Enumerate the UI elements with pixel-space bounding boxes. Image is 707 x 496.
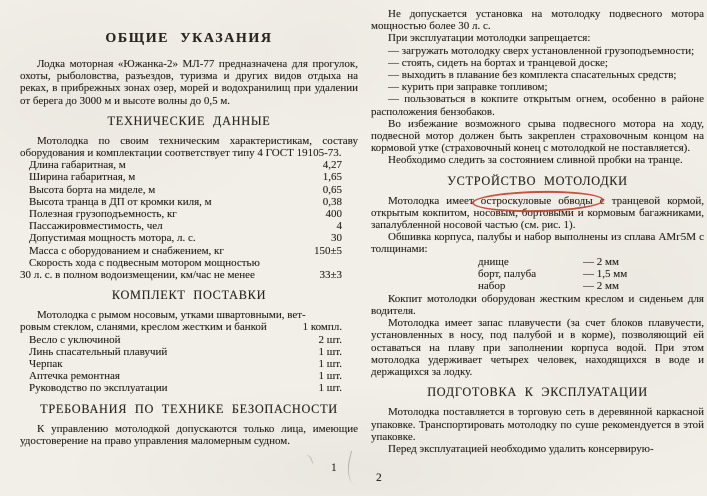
circled-text: остроскуловые обводы	[480, 194, 593, 207]
para-buoyancy: Мотолодка имеет запас плавучести (за счет блоков плавучести, установленных в носу, под палубой и в корме), позволяющий ей оставаться на плаву при заполнении корпуса водой. При этом мотолодка удерживает четырех человек, находящихся в воде и держащихся за лодку.	[371, 317, 704, 379]
manual-page-2	[371, 0, 704, 455]
structure-text-before: Мотолодка имеет	[388, 194, 481, 207]
kit-row-line: Линь спасательный плавучий 1 шт.	[29, 345, 342, 358]
kit-row-manual: Руководство по эксплуатации 1 шт.	[29, 382, 342, 395]
para-boat-structure	[371, 195, 704, 232]
structure-text-after: с транцевой кормой, открытым кокпитом, носовым, бортовыми и кормовым багажниками, запалубленной носовой частью (см. рис. 1).	[371, 194, 704, 232]
thickness-table	[371, 256, 704, 293]
crease-mark	[343, 451, 365, 486]
spec-row-mass: Масса с оборудованием и снабжением, кг 150±5	[29, 244, 342, 257]
kit-intro-item: Мотолодка с рымом носовым, утками швартовными, вет- ровым стеклом, сланями, креслом жестким и банкой 1 компл.	[20, 309, 342, 334]
para-before-use: Перед эксплуатацией необходимо удалить консервирую-	[388, 442, 654, 455]
page-number-2: 2	[376, 472, 382, 484]
kit-items-table	[20, 334, 358, 395]
forbidden-item-standing: — стоять, сидеть на бортах и транцевой доске;	[388, 56, 608, 69]
para-cockpit: Кокпит мотолодки оборудован жестким креслом и сиденьем для водителя.	[371, 292, 704, 318]
para-plating: Обшивка корпуса, палубы и набор выполнены из сплава АМг5М с толщинами:	[371, 231, 704, 256]
spec-row-transom-height: Высота транца в ДП от кромки киля, м 0,38	[29, 195, 342, 208]
kit-row-repair-kit: Аптечка ремонтная 1 шт.	[29, 370, 342, 383]
manual-page-1	[20, 0, 358, 447]
page-number-1: 1	[331, 462, 337, 474]
spec-row-length: Длина габаритная, м 4,27	[29, 159, 342, 172]
para-packaging: Мотолодка поставляется в торговую сеть в деревянной каркасной упаковке. Транспортировать мотолодку по суше рекомендуется в этой упаковке.	[371, 406, 704, 443]
thickness-row-bottom: днище — 2 мм	[478, 255, 619, 268]
para-drain-plug: Необходимо следить за состоянием сливной пробки на транце.	[388, 154, 683, 167]
heading-delivery-kit: КОМПЛЕКТ ПОСТАВКИ	[111, 288, 267, 303]
spec-row-width: Ширина габаритная, м 1,65	[29, 171, 342, 184]
heading-preparation: ПОДГОТОВКА К ЭКСПЛУАТАЦИИ	[427, 385, 648, 400]
heading-general-instructions: ОБЩИЕ УКАЗАНИЯ	[105, 31, 273, 46]
spec-row-passengers: Пассажировместимость, чел 4	[29, 220, 342, 233]
para-forbidden-intro: При эксплуатации мотолодки запрещается:	[388, 32, 591, 45]
heading-safety-requirements: ТРЕБОВАНИЯ ПО ТЕХНИКЕ БЕЗОПАСНОСТИ	[40, 401, 338, 416]
para-general-description: Лодка моторная «Южанка-2» МЛ-77 предназначена для прогулок, охоты, рыболовства, разъездов, туризма и других видов отдыха на реках, в прибрежных зонах озер, морей и водохранилищ при удалении от берега до 3000 м и высоте волны до 0,5 м.	[20, 58, 358, 107]
red-circle-annotation	[481, 195, 593, 207]
para-engine-limit: Не допускается установка на мотолодку подвесного мотора мощностью более 30 л. с.	[371, 8, 704, 33]
spec-row-speed: Скорость хода с подвесным мотором мощностью 30 л. с. в полном водоизмещении, км/час не менее 33±3	[20, 256, 342, 282]
forbidden-item-smoking: — курить при заправке топливом;	[388, 81, 548, 94]
spec-row-engine-power: Допустимая мощность мотора, л. с. 30	[29, 232, 342, 245]
kit-row-oar: Весло с уключиной 2 шт.	[29, 333, 342, 346]
para-safety-rope: Во избежание возможного срыва подвесного мотора на ходу, подвесной мотор должен быть закреплен страховочным концом на кормовой утке (страховочный конец с мотолодкой не поставляется).	[371, 117, 704, 155]
para-technical-intro: Мотолодка по своим техническим характеристикам, составу оборудования и комплектации соответствует типу 4 ГОСТ 19105-73.	[20, 134, 358, 160]
thickness-row-frame: набор — 2 мм	[478, 280, 619, 293]
spec-row-payload: Полезная грузоподъемность, кг 400	[29, 208, 342, 221]
kit-row-scoop: Черпак 1 шт.	[29, 358, 342, 371]
para-safety-license: К управлению мотолодкой допускаются только лица, имеющие удостоверение на право управления маломерным судном.	[20, 422, 358, 447]
heading-boat-structure: УСТРОЙСТВО МОТОЛОДКИ	[447, 173, 628, 188]
thickness-row-side-deck: борт, палуба — 1,5 мм	[478, 268, 628, 281]
forbidden-item-no-lifevests: — выходить в плавание без комплекта спасательных средств;	[388, 69, 677, 82]
spec-table	[20, 159, 358, 281]
spec-row-board-height: Высота борта на миделе, м 0,65	[29, 183, 342, 196]
heading-technical-data: ТЕХНИЧЕСКИЕ ДАННЫЕ	[107, 113, 271, 128]
forbidden-item-open-fire: — пользоваться в кокпите открытым огнем, особенно в районе расположения бензобаков.	[371, 93, 704, 118]
forbidden-item-overload: — загружать мотолодку сверх установленной грузоподъемности;	[388, 44, 695, 57]
crease-mark-small	[302, 454, 314, 466]
